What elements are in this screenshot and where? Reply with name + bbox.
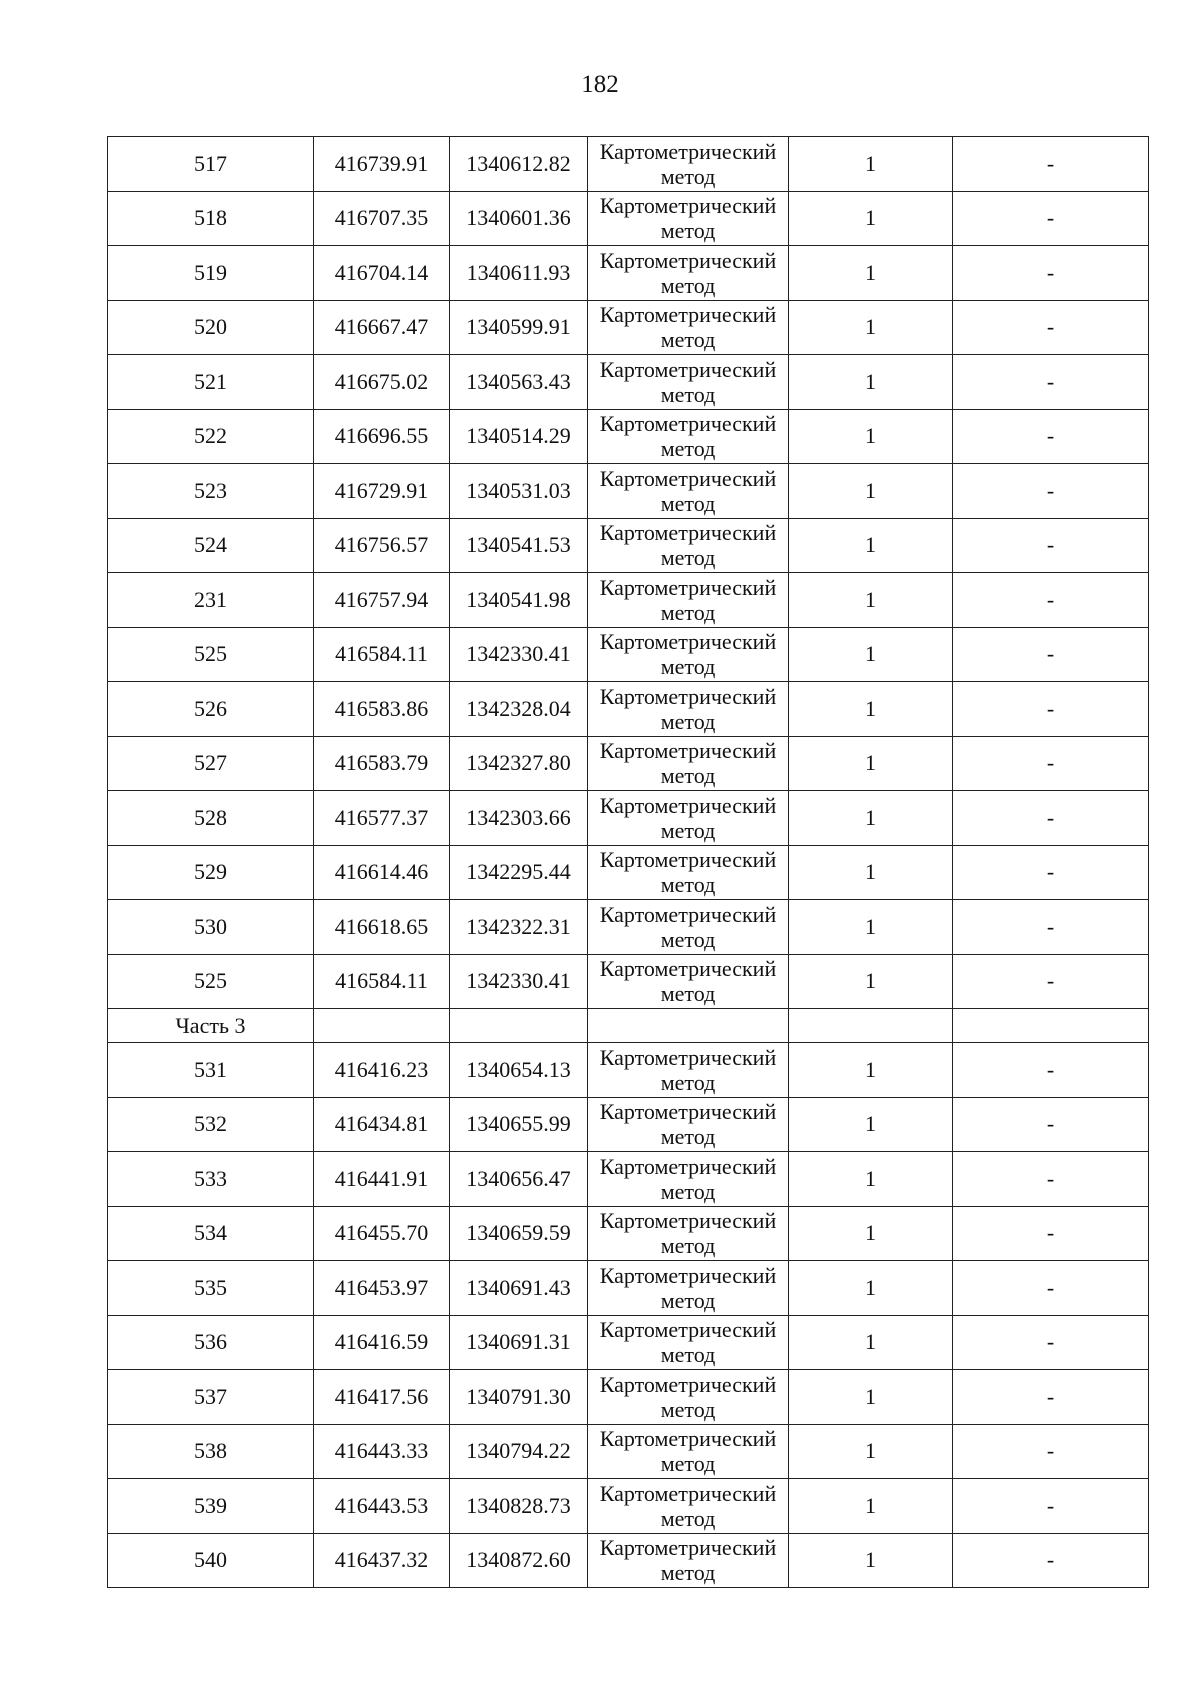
table-row [108, 736, 1149, 791]
accuracy-cell: 1 [789, 682, 953, 737]
point-number-cell: 526 [108, 682, 314, 737]
method-cell [588, 1043, 789, 1098]
method-line-2: метод [660, 545, 716, 571]
method-cell [588, 518, 789, 573]
table-row [108, 682, 1149, 737]
accuracy-cell: 1 [789, 845, 953, 900]
table-row [108, 191, 1149, 246]
note-cell: - [953, 246, 1149, 301]
y-coordinate-cell: 1342330.41 [450, 627, 588, 682]
method-line-2: метод [660, 708, 716, 734]
accuracy-cell: 1 [789, 900, 953, 955]
table-row [108, 954, 1149, 1009]
method-line-1: Картометрический [599, 574, 777, 600]
method-line-1: Картометрический [599, 356, 777, 382]
y-coordinate-cell: 1342322.31 [450, 900, 588, 955]
method-cell [588, 954, 789, 1009]
x-coordinate-cell: 416618.65 [314, 900, 450, 955]
accuracy-cell: 1 [789, 409, 953, 464]
method-line-2: метод [660, 599, 716, 625]
empty-cell [789, 1009, 953, 1043]
accuracy-cell: 1 [789, 464, 953, 519]
accuracy-cell: 1 [789, 1097, 953, 1152]
method-cell [588, 1315, 789, 1370]
accuracy-cell: 1 [789, 137, 953, 192]
accuracy-cell: 1 [789, 191, 953, 246]
y-coordinate-cell: 1340655.99 [450, 1097, 588, 1152]
note-cell: - [953, 1261, 1149, 1316]
note-cell: - [953, 1424, 1149, 1479]
point-number-cell: 525 [108, 954, 314, 1009]
x-coordinate-cell: 416417.56 [314, 1370, 450, 1425]
note-cell: - [953, 464, 1149, 519]
note-cell: - [953, 1533, 1149, 1588]
x-coordinate-cell: 416584.11 [314, 954, 450, 1009]
point-number-cell: 539 [108, 1479, 314, 1534]
method-line-1: Картометрический [599, 465, 777, 491]
y-coordinate-cell: 1340541.98 [450, 573, 588, 628]
accuracy-cell: 1 [789, 246, 953, 301]
note-cell: - [953, 1152, 1149, 1207]
x-coordinate-cell: 416757.94 [314, 573, 450, 628]
coordinates-table [107, 136, 1149, 1588]
method-line-2: метод [660, 1069, 716, 1095]
x-coordinate-cell: 416704.14 [314, 246, 450, 301]
method-line-2: метод [660, 490, 716, 516]
y-coordinate-cell: 1340691.43 [450, 1261, 588, 1316]
accuracy-cell: 1 [789, 1424, 953, 1479]
method-line-1: Картометрический [599, 1535, 777, 1561]
accuracy-cell: 1 [789, 355, 953, 410]
method-line-1: Картометрический [599, 520, 777, 546]
empty-cell [953, 1009, 1149, 1043]
table-row [108, 573, 1149, 628]
table-row [108, 409, 1149, 464]
method-line-2: метод [660, 436, 716, 462]
empty-cell [450, 1009, 588, 1043]
x-coordinate-cell: 416707.35 [314, 191, 450, 246]
table-row [108, 464, 1149, 519]
method-cell [588, 1097, 789, 1152]
note-cell: - [953, 573, 1149, 628]
x-coordinate-cell: 416756.57 [314, 518, 450, 573]
table-row [108, 1097, 1149, 1152]
table-row [108, 1043, 1149, 1098]
method-cell [588, 1370, 789, 1425]
table-row [108, 137, 1149, 192]
table-row [108, 1424, 1149, 1479]
x-coordinate-cell: 416577.37 [314, 791, 450, 846]
note-cell: - [953, 409, 1149, 464]
y-coordinate-cell: 1342327.80 [450, 736, 588, 791]
method-cell [588, 137, 789, 192]
table-row [108, 300, 1149, 355]
y-coordinate-cell: 1342328.04 [450, 682, 588, 737]
method-line-2: метод [660, 1287, 716, 1313]
method-cell [588, 1533, 789, 1588]
method-cell [588, 573, 789, 628]
point-number-cell: 532 [108, 1097, 314, 1152]
y-coordinate-cell: 1340531.03 [450, 464, 588, 519]
method-line-2: метод [660, 1451, 716, 1477]
method-line-2: метод [660, 1396, 716, 1422]
note-cell: - [953, 355, 1149, 410]
y-coordinate-cell: 1340659.59 [450, 1206, 588, 1261]
point-number-cell: 527 [108, 736, 314, 791]
method-line-1: Картометрический [599, 1044, 777, 1070]
x-coordinate-cell: 416583.79 [314, 736, 450, 791]
point-number-cell: 537 [108, 1370, 314, 1425]
method-cell [588, 1424, 789, 1479]
point-number-cell: 519 [108, 246, 314, 301]
x-coordinate-cell: 416739.91 [314, 137, 450, 192]
y-coordinate-cell: 1340828.73 [450, 1479, 588, 1534]
accuracy-cell: 1 [789, 791, 953, 846]
method-line-1: Картометрический [599, 193, 777, 219]
method-line-1: Картометрический [599, 247, 777, 273]
table-row [108, 1261, 1149, 1316]
y-coordinate-cell: 1340541.53 [450, 518, 588, 573]
note-cell: - [953, 900, 1149, 955]
empty-cell [314, 1009, 450, 1043]
x-coordinate-cell: 416453.97 [314, 1261, 450, 1316]
table-row [108, 1152, 1149, 1207]
point-number-cell: 522 [108, 409, 314, 464]
point-number-cell: 525 [108, 627, 314, 682]
note-cell: - [953, 137, 1149, 192]
note-cell: - [953, 1097, 1149, 1152]
method-cell [588, 1206, 789, 1261]
page-number: 182 [581, 71, 619, 98]
y-coordinate-cell: 1340612.82 [450, 137, 588, 192]
method-cell [588, 300, 789, 355]
x-coordinate-cell: 416729.91 [314, 464, 450, 519]
accuracy-cell: 1 [789, 518, 953, 573]
x-coordinate-cell: 416437.32 [314, 1533, 450, 1588]
table-row [108, 627, 1149, 682]
method-line-2: метод [660, 1233, 716, 1259]
method-line-1: Картометрический [599, 847, 777, 873]
accuracy-cell: 1 [789, 1043, 953, 1098]
method-line-1: Картометрический [599, 683, 777, 709]
y-coordinate-cell: 1340654.13 [450, 1043, 588, 1098]
note-cell: - [953, 1206, 1149, 1261]
x-coordinate-cell: 416675.02 [314, 355, 450, 410]
accuracy-cell: 1 [789, 1370, 953, 1425]
accuracy-cell: 1 [789, 1533, 953, 1588]
note-cell: - [953, 736, 1149, 791]
table-row [108, 1315, 1149, 1370]
point-number-cell: 540 [108, 1533, 314, 1588]
method-line-2: метод [660, 381, 716, 407]
y-coordinate-cell: 1342303.66 [450, 791, 588, 846]
point-number-cell: 528 [108, 791, 314, 846]
table-row [108, 1206, 1149, 1261]
part-separator-row [108, 1009, 1149, 1043]
method-line-1: Картометрический [599, 1208, 777, 1234]
table-row [108, 845, 1149, 900]
point-number-cell: 523 [108, 464, 314, 519]
x-coordinate-cell: 416416.59 [314, 1315, 450, 1370]
x-coordinate-cell: 416696.55 [314, 409, 450, 464]
method-line-1: Картометрический [599, 1099, 777, 1125]
x-coordinate-cell: 416584.11 [314, 627, 450, 682]
method-line-2: метод [660, 817, 716, 843]
note-cell: - [953, 1479, 1149, 1534]
method-line-2: метод [660, 1124, 716, 1150]
y-coordinate-cell: 1340872.60 [450, 1533, 588, 1588]
method-line-2: метод [660, 981, 716, 1007]
x-coordinate-cell: 416667.47 [314, 300, 450, 355]
method-line-2: метод [660, 1560, 716, 1586]
method-cell [588, 409, 789, 464]
method-cell [588, 845, 789, 900]
table-row [108, 355, 1149, 410]
note-cell: - [953, 845, 1149, 900]
method-cell [588, 1152, 789, 1207]
x-coordinate-cell: 416443.33 [314, 1424, 450, 1479]
point-number-cell: 531 [108, 1043, 314, 1098]
method-cell [588, 736, 789, 791]
method-cell [588, 355, 789, 410]
method-line-2: метод [660, 218, 716, 244]
note-cell: - [953, 518, 1149, 573]
point-number-cell: 520 [108, 300, 314, 355]
y-coordinate-cell: 1340599.91 [450, 300, 588, 355]
point-number-cell: 536 [108, 1315, 314, 1370]
method-line-1: Картометрический [599, 1480, 777, 1506]
note-cell: - [953, 300, 1149, 355]
x-coordinate-cell: 416416.23 [314, 1043, 450, 1098]
point-number-cell: 538 [108, 1424, 314, 1479]
x-coordinate-cell: 416443.53 [314, 1479, 450, 1534]
x-coordinate-cell: 416455.70 [314, 1206, 450, 1261]
method-line-1: Картометрический [599, 1153, 777, 1179]
accuracy-cell: 1 [789, 573, 953, 628]
point-number-cell: 518 [108, 191, 314, 246]
point-number-cell: 524 [108, 518, 314, 573]
method-line-2: метод [660, 872, 716, 898]
y-coordinate-cell: 1340601.36 [450, 191, 588, 246]
method-cell [588, 1479, 789, 1534]
point-number-cell: 533 [108, 1152, 314, 1207]
accuracy-cell: 1 [789, 954, 953, 1009]
accuracy-cell: 1 [789, 1479, 953, 1534]
part-label: Часть 3 [108, 1009, 314, 1043]
method-line-1: Картометрический [599, 901, 777, 927]
method-line-1: Картометрический [599, 956, 777, 982]
method-line-1: Картометрический [599, 792, 777, 818]
point-number-cell: 530 [108, 900, 314, 955]
method-line-2: метод [660, 327, 716, 353]
table-row [108, 518, 1149, 573]
accuracy-cell: 1 [789, 736, 953, 791]
accuracy-cell: 1 [789, 627, 953, 682]
table-row [108, 246, 1149, 301]
y-coordinate-cell: 1340656.47 [450, 1152, 588, 1207]
accuracy-cell: 1 [789, 1152, 953, 1207]
table-row [108, 1479, 1149, 1534]
y-coordinate-cell: 1340791.30 [450, 1370, 588, 1425]
method-line-1: Картометрический [599, 1371, 777, 1397]
table-row [108, 1370, 1149, 1425]
method-cell [588, 791, 789, 846]
method-line-1: Картометрический [599, 302, 777, 328]
table-row [108, 900, 1149, 955]
accuracy-cell: 1 [789, 1315, 953, 1370]
method-line-1: Картометрический [599, 1262, 777, 1288]
point-number-cell: 521 [108, 355, 314, 410]
note-cell: - [953, 682, 1149, 737]
point-number-cell: 231 [108, 573, 314, 628]
note-cell: - [953, 191, 1149, 246]
point-number-cell: 517 [108, 137, 314, 192]
method-line-1: Картометрический [599, 629, 777, 655]
x-coordinate-cell: 416441.91 [314, 1152, 450, 1207]
method-line-1: Картометрический [599, 1317, 777, 1343]
method-line-2: метод [660, 654, 716, 680]
method-line-2: метод [660, 272, 716, 298]
note-cell: - [953, 954, 1149, 1009]
accuracy-cell: 1 [789, 1261, 953, 1316]
method-line-2: метод [660, 1178, 716, 1204]
y-coordinate-cell: 1342330.41 [450, 954, 588, 1009]
point-number-cell: 534 [108, 1206, 314, 1261]
method-cell [588, 1261, 789, 1316]
y-coordinate-cell: 1340563.43 [450, 355, 588, 410]
method-line-2: метод [660, 926, 716, 952]
point-number-cell: 529 [108, 845, 314, 900]
accuracy-cell: 1 [789, 300, 953, 355]
method-line-2: метод [660, 763, 716, 789]
method-cell [588, 464, 789, 519]
note-cell: - [953, 627, 1149, 682]
y-coordinate-cell: 1342295.44 [450, 845, 588, 900]
method-line-2: метод [660, 1505, 716, 1531]
table-row [108, 1533, 1149, 1588]
method-cell [588, 627, 789, 682]
method-cell [588, 191, 789, 246]
x-coordinate-cell: 416434.81 [314, 1097, 450, 1152]
method-cell [588, 246, 789, 301]
note-cell: - [953, 1370, 1149, 1425]
point-number-cell: 535 [108, 1261, 314, 1316]
method-line-2: метод [660, 1342, 716, 1368]
y-coordinate-cell: 1340794.22 [450, 1424, 588, 1479]
table-body [108, 137, 1149, 1588]
table-row [108, 791, 1149, 846]
method-line-1: Картометрический [599, 138, 777, 164]
y-coordinate-cell: 1340611.93 [450, 246, 588, 301]
note-cell: - [953, 1043, 1149, 1098]
method-cell [588, 682, 789, 737]
accuracy-cell: 1 [789, 1206, 953, 1261]
method-line-2: метод [660, 163, 716, 189]
x-coordinate-cell: 416583.86 [314, 682, 450, 737]
note-cell: - [953, 1315, 1149, 1370]
method-line-1: Картометрический [599, 738, 777, 764]
method-line-1: Картометрический [599, 411, 777, 437]
x-coordinate-cell: 416614.46 [314, 845, 450, 900]
empty-cell [588, 1009, 789, 1043]
method-cell [588, 900, 789, 955]
y-coordinate-cell: 1340514.29 [450, 409, 588, 464]
y-coordinate-cell: 1340691.31 [450, 1315, 588, 1370]
note-cell: - [953, 791, 1149, 846]
method-line-1: Картометрический [599, 1426, 777, 1452]
